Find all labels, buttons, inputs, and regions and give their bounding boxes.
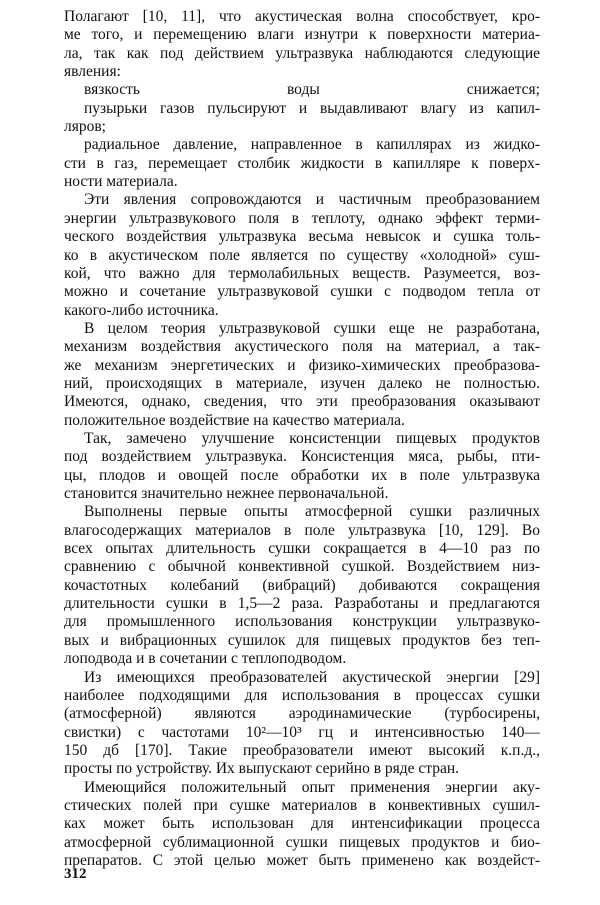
text-line: влагосодержащих материалов в поле ультразвука [10, 129]. Во: [64, 521, 540, 539]
text-line: ческого воздействия ультразвука весьма невысок и сушка толь-: [64, 228, 540, 246]
text-line: свистки) с частотами 10²—10³ гц и интенсивностью 140—: [64, 723, 540, 741]
text-line: ме того, и перемещению влаги изнутри к поверхности материа-: [64, 26, 540, 44]
text-line: ности материала.: [64, 173, 178, 191]
text-line: пузырьки газов пульсируют и выдавливают влагу из капил-: [84, 99, 540, 117]
text-line: сравнению с обычной конвективной сушкой. Воздействием низ-: [64, 558, 540, 576]
text-line: ний, происходящих в материале, изучен далеко не полностью.: [64, 374, 540, 392]
text-line: для промышленного использования конструкции ультразвуко-: [64, 613, 540, 631]
text-line: становится значительно нежнее первоначальной.: [64, 485, 389, 503]
text-line: же механизм энергетических и физико-химических преобразова-: [64, 356, 540, 374]
text-line: Так, замечено улучшение консистенции пищевых продуктов: [84, 430, 540, 447]
text-line: ко в акустическом поле является по существу «холодной» суш-: [64, 246, 540, 264]
text-line: радиальное давление, направленное в капиллярах из жидко-: [84, 136, 540, 154]
text-line: длительности сушки в 1,5—2 раза. Разработаны и предлагаются: [64, 595, 540, 613]
text-line: Выполнены первые опыты атмосферной сушки различных: [84, 503, 540, 521]
text-line: какого-либо источника.: [64, 301, 219, 319]
text-line: Полагают [10, 11], что акустическая волна способствует, кро-: [64, 8, 540, 25]
text-line: препаратов. С этой целью может быть применено как воздейст-: [64, 852, 540, 869]
text-line: кой, что важно для термолабильных веществ. Разумеется, воз-: [64, 264, 540, 282]
text-line: лоподвода и в сочетании с теплоподводом.: [64, 650, 347, 668]
page-number: 312: [64, 866, 87, 882]
text-line: явления:: [64, 63, 121, 81]
text-line: кочастотных колебаний (вибраций) добиваются сокращения: [64, 576, 540, 594]
text-line: Имеющийся положительный опыт применения энергии аку-: [84, 778, 540, 796]
text-line: стических полей при сушке материалов в конвективных сушил-: [64, 796, 540, 814]
text-line: В целом теория ультразвуковой сушки еще не разработана,: [84, 319, 540, 337]
text-line: атмосферной сублимационной сушки пищевых продуктов и био-: [64, 833, 540, 851]
text-line: сти в газ, перемещает столбик жидкости в капилляре к поверх-: [64, 154, 540, 172]
text-line: механизм воздействия акустического поля на материал, а так-: [64, 338, 540, 356]
text-line: Из имеющихся преобразователей акустической энергии [29]: [84, 668, 540, 686]
text-line: можно и сочетание ультразвуковой сушки с подводом тепла от: [64, 283, 540, 301]
text-line: вязкость воды снижается;: [84, 81, 540, 99]
text-line: всех опытах длительность сушки сокращается в 4—10 раз по: [64, 540, 540, 558]
text-line: под воздействием ультразвука. Консистенция мяса, рыбы, пти-: [64, 448, 540, 466]
text-line: Имеются, однако, сведения, что эти преобразования оказывают: [64, 393, 540, 411]
text-line: энергии ультразвукового поля в теплоту, однако эффект терми-: [64, 209, 540, 227]
text-line: 150 дб [170]. Такие преобразователи имеют высокий к.п.д.,: [64, 741, 540, 759]
text-line: ляров;: [64, 118, 106, 136]
text-line: вых и вибрационных сушилок для пищевых продуктов без теп-: [64, 631, 540, 649]
text-line: (атмосферной) являются аэродинамические (турбосирены,: [64, 705, 540, 723]
text-line: положительное воздействие на качество материала.: [64, 411, 405, 429]
text-line: ках может быть использован для интенсификации процесса: [64, 815, 540, 833]
text-line: Эти явления сопровождаются и частичным преобразованием: [84, 191, 540, 209]
text-line: просты по устройству. Их выпускают серийно в ряде стран.: [64, 760, 460, 778]
text-line: ла, так как под действием ультразвука наблюдаются следующие: [64, 44, 540, 62]
text-line: наиболее подходящими для использования в процессах сушки: [64, 686, 540, 704]
text-line: цы, плодов и овощей после обработки их в поле ультразвука: [64, 466, 540, 484]
